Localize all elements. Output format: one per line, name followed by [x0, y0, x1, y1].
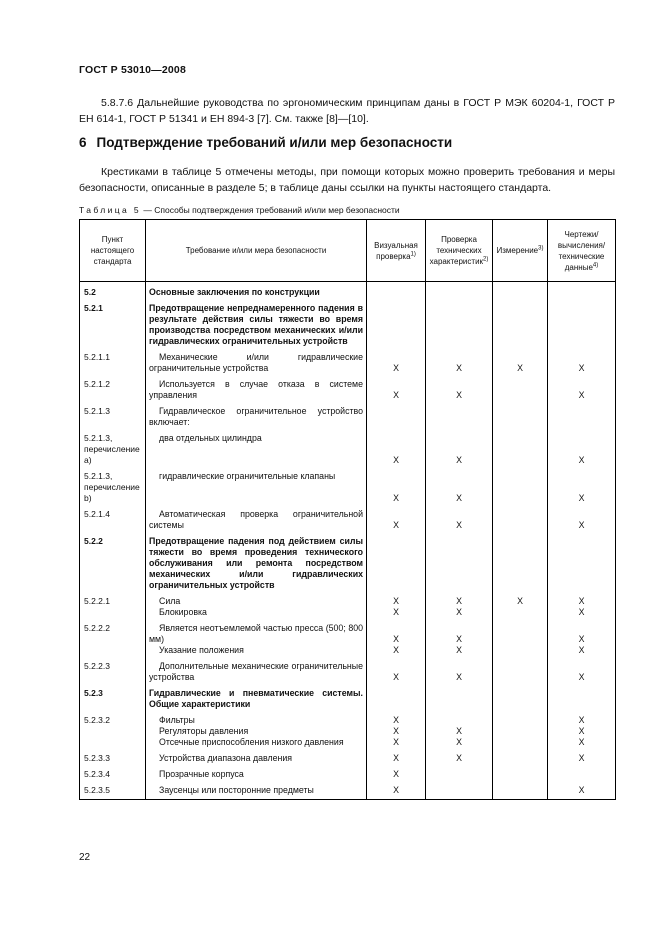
requirement-cell: [146, 591, 367, 618]
requirement-text: [149, 753, 363, 764]
requirement-text: [149, 785, 363, 796]
header-visual-text: Визуальная проверка: [374, 240, 418, 261]
visual-mark-cell: [367, 710, 426, 748]
tech-mark: X: [456, 607, 462, 617]
drawings-mark: X: [578, 785, 585, 795]
visual-mark: X: [393, 726, 399, 736]
requirement-text: [149, 737, 363, 748]
requirement-cell: [146, 401, 367, 428]
requirement-cell: [146, 764, 367, 780]
table-row: [80, 780, 616, 800]
drawings-mark: X: [578, 390, 585, 400]
requirement-line: Механические и/или гидравлические ограничительные устройства: [149, 352, 363, 373]
requirement-cell: [146, 656, 367, 683]
requirement-text: [149, 715, 363, 726]
paragraph-text: Крестиками в таблице 5 отмечены методы, при помощи которых можно проверить требования и меры безопасности, описанные в разделе 5; в таблице даны ссылки на пункты настоящего стандарта.: [79, 166, 615, 194]
requirement-text: [149, 509, 363, 531]
visual-mark-cell: [367, 531, 426, 591]
requirement-text: [149, 303, 363, 347]
measure-mark: X: [517, 596, 523, 606]
measure-mark-cell: [493, 374, 548, 401]
drawings-mark: X: [578, 596, 585, 606]
tech-mark: X: [456, 753, 462, 763]
visual-mark-cell: [367, 656, 426, 683]
header-tech: [426, 220, 493, 282]
drawings-mark-cell: [548, 591, 616, 618]
tech-mark-cell: [426, 531, 493, 591]
table-row: [80, 748, 616, 764]
tech-mark: X: [456, 672, 462, 682]
requirement-cell: [146, 466, 367, 504]
footnote-ref: 1): [410, 250, 416, 257]
visual-mark-cell: [367, 298, 426, 347]
requirement-line: Блокировка: [159, 607, 207, 617]
clause-cell: 5.2.3.3: [80, 748, 146, 764]
table-row: [80, 656, 616, 683]
clause-cell: 5.2.1.3, перечисление а): [80, 428, 146, 466]
measure-mark-cell: [493, 764, 548, 780]
requirement-line: Фильтры: [159, 715, 195, 725]
visual-mark-cell: [367, 591, 426, 618]
requirement-cell: [146, 683, 367, 710]
visual-mark-cell: [367, 374, 426, 401]
clause-cell: 5.2.3: [80, 683, 146, 710]
drawings-mark-cell: [548, 504, 616, 531]
tech-mark-cell: [426, 282, 493, 299]
section-heading: [79, 135, 452, 150]
tech-mark-cell: [426, 780, 493, 800]
tech-mark: X: [456, 363, 462, 373]
measure-mark-cell: [493, 531, 548, 591]
drawings-mark: X: [578, 753, 585, 763]
clause-cell: 5.2.1.3: [80, 401, 146, 428]
drawings-mark: X: [578, 726, 585, 736]
table-row: [80, 504, 616, 531]
drawings-mark-cell: [548, 428, 616, 466]
tech-mark: X: [456, 455, 462, 465]
requirement-cell: [146, 531, 367, 591]
requirement-text: [149, 379, 363, 401]
table-row: [80, 374, 616, 401]
visual-mark: X: [393, 596, 399, 606]
tech-mark-cell: [426, 401, 493, 428]
table-row: [80, 683, 616, 710]
visual-mark-cell: [367, 282, 426, 299]
visual-mark: X: [393, 455, 399, 465]
table-row: [80, 282, 616, 299]
tech-mark: X: [456, 737, 462, 747]
requirement-text: [149, 406, 363, 428]
clause-cell: 5.2.2: [80, 531, 146, 591]
requirement-cell: [146, 780, 367, 800]
clause-cell: 5.2.1.2: [80, 374, 146, 401]
requirement-line: Используется в случае отказа в системе управления: [149, 379, 363, 400]
visual-mark-cell: [367, 347, 426, 374]
requirement-line: Регуляторы давления: [159, 726, 249, 736]
visual-mark-cell: [367, 683, 426, 710]
tech-mark: X: [456, 520, 462, 530]
measure-mark-cell: [493, 298, 548, 347]
tech-mark-cell: [426, 347, 493, 374]
paragraph-intro: [79, 164, 615, 196]
requirement-text: [149, 471, 363, 482]
clause-cell: 5.2.3.5: [80, 780, 146, 800]
measure-mark-cell: [493, 504, 548, 531]
requirement-cell: [146, 374, 367, 401]
visual-mark: X: [393, 672, 399, 682]
drawings-mark: X: [578, 715, 585, 725]
table-row: [80, 618, 616, 656]
measure-mark-cell: [493, 618, 548, 656]
tech-mark-cell: [426, 504, 493, 531]
drawings-mark: X: [578, 455, 585, 465]
requirement-line: Указание положения: [159, 645, 244, 655]
drawings-mark-cell: [548, 683, 616, 710]
measure-mark: X: [517, 363, 523, 373]
tech-mark-cell: [426, 683, 493, 710]
visual-mark: X: [393, 520, 399, 530]
drawings-mark: X: [578, 672, 585, 682]
requirement-cell: [146, 282, 367, 299]
tech-mark-cell: [426, 374, 493, 401]
tech-mark-cell: [426, 656, 493, 683]
header-clause: Пункт настоящего стандарта: [80, 220, 146, 282]
header-measure-text: Измерение: [496, 246, 539, 255]
drawings-mark: X: [578, 493, 585, 503]
clause-cell: 5.2.1.3, перечисление b): [80, 466, 146, 504]
clause-cell: 5.2.1: [80, 298, 146, 347]
header-measure: [493, 220, 548, 282]
table-caption: [79, 205, 400, 215]
visual-mark: X: [393, 769, 399, 779]
section-title: Подтверждение требований и/или мер безопасности: [96, 135, 453, 150]
requirement-line: Основные заключения по конструкции: [149, 287, 320, 297]
measure-mark-cell: [493, 466, 548, 504]
requirement-line: Сила: [159, 596, 181, 606]
tech-mark: X: [456, 596, 462, 606]
requirement-line: Предотвращение непреднамеренного падения в результате действия силы тяжести во время производства посредством механических и/или гидравлических ограничительных устройств: [149, 303, 363, 346]
tech-mark-cell: [426, 618, 493, 656]
measure-mark-cell: [493, 282, 548, 299]
visual-mark-cell: [367, 466, 426, 504]
visual-mark: X: [393, 607, 399, 617]
drawings-mark-cell: [548, 656, 616, 683]
requirement-cell: [146, 298, 367, 347]
clause-cell: 5.2.3.4: [80, 764, 146, 780]
requirement-line: два отдельных цилиндра: [159, 433, 262, 443]
measure-mark-cell: [493, 683, 548, 710]
header-visual: [367, 220, 426, 282]
requirement-line: Автоматическая проверка ограничительной системы: [149, 509, 363, 530]
paragraph-text: 5.8.7.6 Дальнейшие руководства по эргономическим принципам даны в ГОСТ Р МЭК 60204-1, ГОСТ Р ЕН 614-1, ГОСТ Р 51341 и ЕН 894-3 [7]. См. также [8]—[10].: [79, 97, 615, 125]
footnote-ref: 4): [592, 261, 599, 268]
table-caption-text: — Способы подтверждения требований и/или мер безопасности: [141, 205, 400, 215]
table-row: [80, 764, 616, 780]
table-row: [80, 428, 616, 466]
requirement-line: Гидравлическое ограничительное устройство включает:: [149, 406, 363, 427]
requirement-cell: [146, 748, 367, 764]
drawings-mark: X: [578, 645, 585, 655]
tech-mark: X: [456, 634, 462, 644]
table-row: [80, 591, 616, 618]
drawings-mark: X: [578, 634, 585, 644]
table-row: [80, 466, 616, 504]
tech-mark-cell: [426, 428, 493, 466]
drawings-mark-cell: [548, 710, 616, 748]
clause-cell: 5.2.1.1: [80, 347, 146, 374]
measure-mark-cell: [493, 748, 548, 764]
drawings-mark-cell: [548, 374, 616, 401]
measure-mark-cell: [493, 591, 548, 618]
requirement-line: Заусенцы или посторонние предметы: [159, 785, 314, 795]
table-header-row: [80, 220, 616, 282]
header-drawings-text: Чертежи/ вычисления/ технические данные: [557, 229, 606, 272]
visual-mark-cell: [367, 618, 426, 656]
table-row: [80, 531, 616, 591]
visual-mark: X: [393, 753, 399, 763]
clause-cell: 5.2: [80, 282, 146, 299]
requirement-line: Является неотъемлемой частью пресса (500; 800 мм): [149, 623, 363, 644]
visual-mark: X: [393, 645, 399, 655]
verification-table: [79, 219, 616, 800]
visual-mark: X: [393, 390, 399, 400]
table-row: [80, 298, 616, 347]
visual-mark-cell: [367, 504, 426, 531]
section-number: 6: [79, 135, 87, 150]
visual-mark: X: [393, 634, 399, 644]
requirement-line: гидравлические ограничительные клапаны: [159, 471, 336, 481]
visual-mark: X: [393, 737, 399, 747]
tech-mark: X: [456, 493, 462, 503]
measure-mark-cell: [493, 710, 548, 748]
requirement-text: [149, 352, 363, 374]
visual-mark: X: [393, 363, 399, 373]
requirement-line: Гидравлические и пневматические системы. Общие характеристики: [149, 688, 363, 709]
document-header: ГОСТ Р 53010—2008: [79, 64, 187, 76]
requirement-cell: [146, 428, 367, 466]
footnote-ref: 3): [538, 245, 544, 252]
tech-mark: X: [456, 390, 462, 400]
drawings-mark-cell: [548, 618, 616, 656]
requirement-text: [149, 433, 363, 444]
clause-cell: 5.2.2.2: [80, 618, 146, 656]
clause-cell: 5.2.3.2: [80, 710, 146, 748]
requirement-line: Прозрачные корпуса: [159, 769, 244, 779]
requirement-text: [149, 623, 363, 645]
tech-mark-cell: [426, 710, 493, 748]
tech-mark-cell: [426, 764, 493, 780]
measure-mark-cell: [493, 780, 548, 800]
table-row: [80, 347, 616, 374]
table-row: [80, 401, 616, 428]
table-row: [80, 710, 616, 748]
requirement-text: [149, 287, 363, 298]
tech-mark: X: [456, 726, 462, 736]
visual-mark-cell: [367, 428, 426, 466]
drawings-mark-cell: [548, 748, 616, 764]
requirement-text: [149, 607, 363, 618]
requirement-text: [149, 726, 363, 737]
requirement-text: [149, 536, 363, 591]
tech-mark-cell: [426, 466, 493, 504]
drawings-mark-cell: [548, 764, 616, 780]
measure-mark: [496, 607, 544, 618]
visual-mark-cell: [367, 780, 426, 800]
measure-mark-cell: [493, 401, 548, 428]
requirement-line: Предотвращение падения под действием силы тяжести во время проведения технического обслуживания или ремонта посредством механических и/или гидравлических ограничительных устройств: [149, 536, 363, 590]
requirement-cell: [146, 347, 367, 374]
clause-cell: 5.2.2.1: [80, 591, 146, 618]
measure-mark-cell: [493, 656, 548, 683]
requirement-line: Устройства диапазона давления: [159, 753, 293, 763]
requirement-text: [149, 596, 363, 607]
drawings-mark: X: [578, 607, 585, 617]
requirement-cell: [146, 710, 367, 748]
visual-mark: X: [393, 785, 399, 795]
drawings-mark-cell: [548, 401, 616, 428]
footnote-ref: 2): [483, 256, 489, 263]
tech-mark-cell: [426, 591, 493, 618]
visual-mark-cell: [367, 764, 426, 780]
visual-mark: X: [393, 493, 399, 503]
drawings-mark-cell: [548, 466, 616, 504]
visual-mark-cell: [367, 401, 426, 428]
drawings-mark-cell: [548, 298, 616, 347]
tech-mark: [429, 715, 489, 726]
measure-mark-cell: [493, 428, 548, 466]
requirement-text: [149, 645, 363, 656]
paragraph-5-8-7-6: [79, 95, 615, 127]
tech-mark: X: [456, 645, 462, 655]
requirement-cell: [146, 504, 367, 531]
header-tech-text: Проверка технических характеристик: [429, 235, 484, 266]
page-number: 22: [79, 852, 91, 863]
visual-mark: X: [393, 715, 399, 725]
requirement-line: Дополнительные механические ограничительные устройства: [149, 661, 363, 682]
requirement-text: [149, 661, 363, 683]
drawings-mark: X: [578, 520, 585, 530]
requirement-text: [149, 688, 363, 710]
clause-cell: 5.2.1.4: [80, 504, 146, 531]
clause-cell: 5.2.2.3: [80, 656, 146, 683]
drawings-mark-cell: [548, 347, 616, 374]
measure-mark-cell: [493, 347, 548, 374]
requirement-cell: [146, 618, 367, 656]
drawings-mark-cell: [548, 282, 616, 299]
drawings-mark-cell: [548, 531, 616, 591]
header-requirement: Требование и/или мера безопасности: [146, 220, 367, 282]
drawings-mark: X: [578, 363, 585, 373]
table-caption-label: Таблица 5: [79, 205, 142, 215]
drawings-mark-cell: [548, 780, 616, 800]
header-drawings: [548, 220, 616, 282]
requirement-line: Отсечные приспособления низкого давления: [159, 737, 344, 747]
tech-mark-cell: [426, 748, 493, 764]
drawings-mark: X: [578, 737, 585, 747]
requirement-text: [149, 769, 363, 780]
visual-mark-cell: [367, 748, 426, 764]
tech-mark-cell: [426, 298, 493, 347]
table-body: [80, 282, 616, 800]
